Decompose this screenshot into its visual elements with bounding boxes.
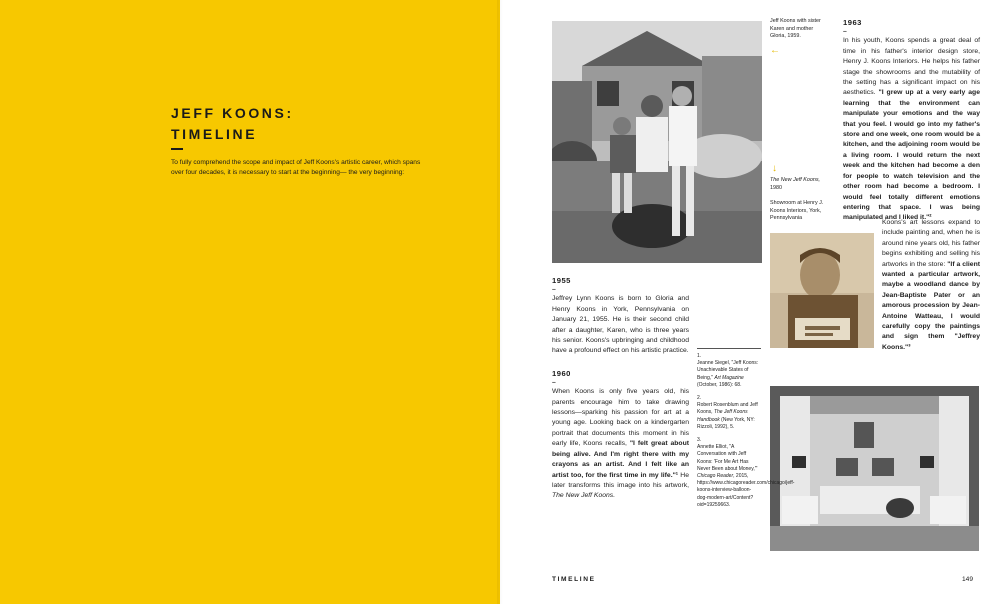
page-title <box>171 103 451 145</box>
entry-1960-work: The New Jeff Koons. <box>552 492 616 500</box>
footnote-3 <box>697 437 795 509</box>
year-1960: 1960 <box>552 368 571 378</box>
running-footer: TIMELINE <box>552 576 596 583</box>
showroom-caption: Showroom at Henry J. Koons Interiors, York, Pennsylvania <box>770 200 824 222</box>
footnote-text: (New York, NY: Rizzoli, 1992), 5. <box>697 416 755 430</box>
entry-1963-text-a: In his youth, Koons spends a great deal of time in his father's interior design store, Henry J. Koons Interiors. He helps his father stage the showrooms and the mutability of the setting has a significant impact on his aesthetics. <box>843 37 980 97</box>
portrait-photo <box>770 233 874 348</box>
timeline-column-right-continued <box>882 218 980 353</box>
title-rule <box>171 148 183 150</box>
entry-1963-text-b: Koons's art lessons expand to include painting and, when he is around nine years old, his father begins exhibiting and selling his artworks in the store: <box>882 219 980 268</box>
page-number: 149 <box>962 576 974 583</box>
year-1960-dash: – <box>552 379 556 387</box>
footnote-1 <box>697 353 761 389</box>
footnote-text: Jeanne Siegel, "Jeff Koons: Unachievable States of Being," <box>697 360 759 381</box>
portrait-caption <box>770 177 830 192</box>
footnote-italic: The Jeff Koons Handbook <box>697 409 748 423</box>
entry-1960-text-b: He later transforms this image into his artwork, <box>552 471 689 489</box>
footnote-text: , 2015, https://www.chicagoreader.com/chicago/jeff-koons-interview-balloon-dog-modern-art/Content?oid=19259663. <box>697 473 795 508</box>
year-1963-dash: – <box>843 28 847 36</box>
footnotes <box>697 348 795 515</box>
family-photo <box>552 21 762 263</box>
portrait-caption-title: The New Jeff Koons, <box>770 177 821 183</box>
entry-1963-text-continued <box>882 218 980 353</box>
footnote-italic: Chicago Reader <box>697 473 734 480</box>
entry-1955-text: Jeffrey Lynn Koons is born to Gloria and Henry Koons in York, Pennsylvania on January 21, 1955. He is their second child after a daughter, Karen, who is three years his senior. Koons's upbringing and childhood have a profound effect on his artistic practice. <box>552 295 689 355</box>
year-1963: 1963 <box>843 18 862 27</box>
timeline-column-left <box>552 276 689 502</box>
title-line-2: TIMELINE <box>171 126 258 142</box>
footnote-text: Robert Rosenblum and Jeff Koons, <box>697 402 758 416</box>
year-1955-dash: – <box>552 286 556 294</box>
footnote-text: (October, 1986): 68. <box>697 381 742 388</box>
page-gutter <box>497 0 503 604</box>
entry-1960-quote: "I felt great about being alive. And I'm right there with my crayons as an artist. And I felt like an artist too, for the first time in my life."¹ <box>552 440 690 479</box>
arrow-down-icon: ↓ <box>772 163 777 174</box>
entry-1963-text <box>843 36 980 223</box>
footnote-2 <box>697 395 761 431</box>
footnote-number: 1. <box>697 353 702 359</box>
entry-1960-text <box>552 387 689 501</box>
title-line-1: JEFF KOONS: <box>171 105 294 121</box>
portrait-caption-year: 1980 <box>770 184 782 191</box>
family-photo-caption: Jeff Koons with sister Karen and mother Gloria, 1959. <box>770 18 821 40</box>
footnote-text: Annette Elliot, "A Conversation with Jeff Koons: 'For Me Art Has Never Been about Money,'" <box>697 444 758 472</box>
entry-1960-text-a: When Koons is only five years old, his parents encourage him to take drawing lessons—sparking his passion for art at a young age. Looking back on a kindergarten portrait that documents this moment in his early life, Koons recalls, <box>552 388 689 448</box>
footnote-italic: Art Magazine <box>714 374 744 381</box>
timeline-column-right <box>843 18 980 224</box>
year-1955: 1955 <box>552 276 571 285</box>
footnote-number: 2. <box>697 395 702 402</box>
entry-1963-quote-b: "If a client wanted a particular artwork, maybe a woodland dance by Jean-Baptiste Pater or an amorous procession by Jean-Antoine Watteau, I would carefully copy the paintings and sign them "Jeffrey Koons."³ <box>882 260 980 351</box>
intro-paragraph: To fully comprehend the scope and impact of Jeff Koons's artistic career, which spans over four decades, it is necessary to start at the beginning— the very beginning: <box>171 159 421 176</box>
arrow-left-icon: ← <box>770 45 780 56</box>
showroom-photo <box>770 386 979 551</box>
footnote-number: 3. <box>697 437 702 444</box>
entry-1963-quote-a: "I grew up at a very early age learning that the environment can manipulate your emotions and the way that you feel. I would go into my father's store and one week, one room would be a kitchen, and the adjoining room would be a living room. I would return the next week and the kitchen had become a den for people to watch television and the other room had become a bedroom. I would feel totally different emotions entering that space. I was being manipulated and I liked it."² <box>843 89 980 222</box>
